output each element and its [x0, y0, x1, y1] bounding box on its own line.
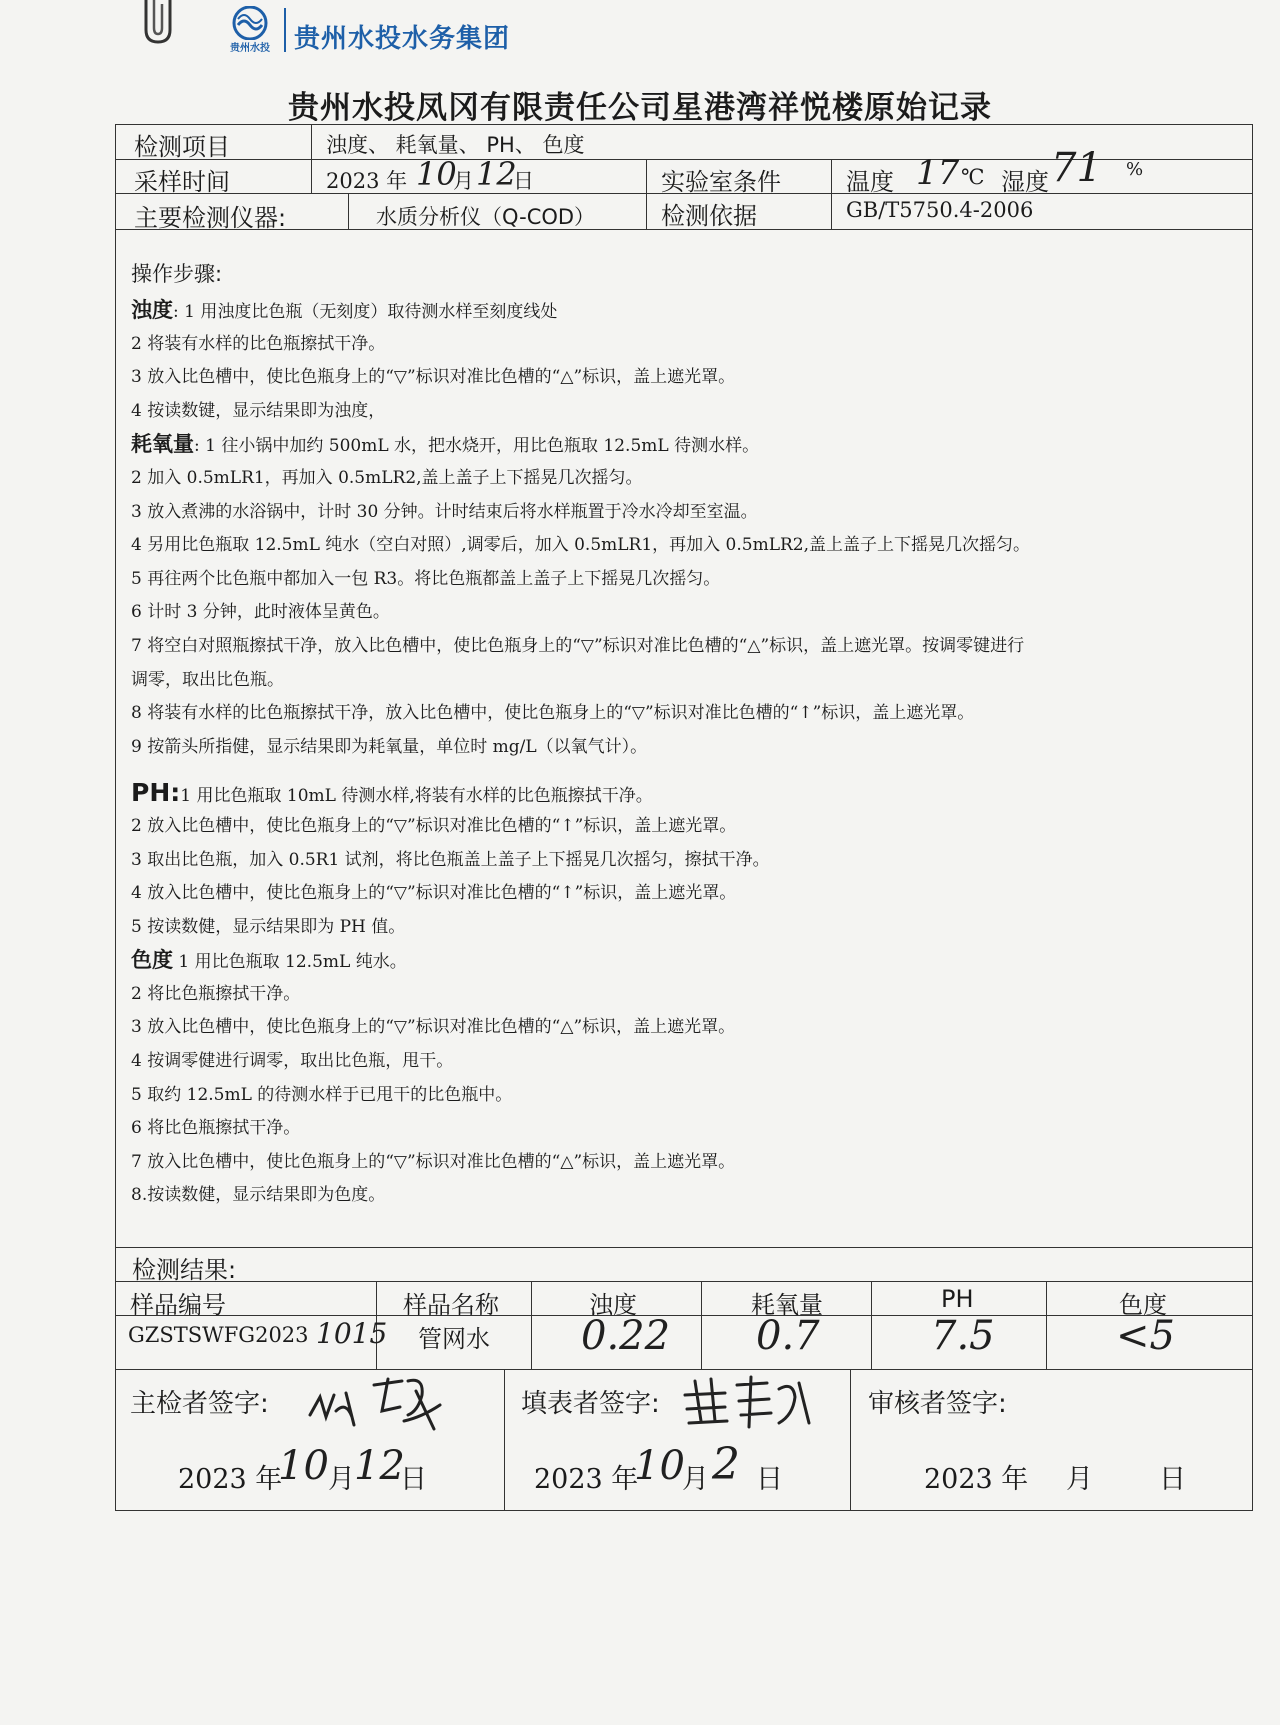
- header-sample-id: 样品编号: [130, 1291, 226, 1319]
- step-text: 6 将比色瓶擦拭干净。: [131, 1118, 301, 1139]
- step-text: 3 放入比色槽中，使比色瓶身上的“▽”标识对准比色槽的“△”标识，盖上遮光罩。: [131, 1017, 736, 1038]
- step-text: 2 将装有水样的比色瓶擦拭干净。: [131, 333, 386, 354]
- record-form: [115, 124, 1253, 1511]
- humidity-unit: %: [1126, 159, 1144, 180]
- step-text: 4 放入比色槽中，使比色瓶身上的“▽”标识对准比色槽的“↑”标识，盖上遮光罩。: [131, 883, 737, 904]
- step-text: 1 往小锅中加约 500mL 水，把水烧开，用比色瓶取 12.5mL 待测水样。: [205, 436, 760, 457]
- filler-signature-label: 填表者签字:: [521, 1389, 660, 1419]
- step-text: 1 用比色瓶取 12.5mL 纯水。: [178, 952, 407, 973]
- reviewer-signature-label: 审核者签字:: [868, 1389, 1007, 1419]
- step-text: 9 按箭头所指健，显示结果即为耗氧量，单位时 mg/L（以氧气计）。: [131, 736, 648, 757]
- section-heading: PH:: [131, 778, 181, 808]
- divider: [531, 1281, 532, 1369]
- step-text: 1 用浊度比色瓶（无刻度）取待测水样至刻度线处: [184, 302, 558, 322]
- inspector-signature: [304, 1371, 454, 1435]
- divider: [1046, 1281, 1047, 1369]
- sample-day-handwritten: 12: [476, 155, 517, 193]
- sample-month-unit: 月: [453, 169, 474, 193]
- step-text: 4 按调零健进行调零，取出比色瓶，甩干。: [131, 1051, 454, 1072]
- step-text: 1 用比色瓶取 10mL 待测水样,将装有水样的比色瓶擦拭干净。: [180, 786, 653, 807]
- basis-value: GB/T5750.4-2006: [846, 198, 1034, 222]
- step-text: 4 按读数键，显示结果即为浊度，: [131, 400, 386, 421]
- reviewer-date-day: 日: [1159, 1464, 1186, 1495]
- inspector-date-month: 10: [278, 1443, 329, 1489]
- paper-clip: [140, 0, 180, 46]
- reviewer-date-month: 月: [1066, 1464, 1093, 1495]
- sample-time-label: 采样时间: [134, 168, 230, 196]
- header-sample-name: 样品名称: [403, 1291, 499, 1319]
- filler-date-month: 10: [634, 1443, 685, 1489]
- basis-label: 检测依据: [661, 202, 757, 230]
- filler-date-day-unit: 日: [756, 1464, 783, 1495]
- results-title: 检测结果:: [132, 1256, 237, 1284]
- step-text: 2 放入比色槽中，使比色瓶身上的“▽”标识对准比色槽的“↑”标识，盖上遮光罩。: [131, 815, 737, 836]
- divider: [850, 1369, 851, 1511]
- inspector-date-year: 2023 年: [178, 1464, 283, 1495]
- humidity-label: 湿度: [1001, 168, 1049, 196]
- water-logo-icon: [231, 6, 269, 40]
- divider: [311, 125, 312, 193]
- divider: [116, 1369, 1252, 1370]
- header-ph: PH: [941, 1285, 974, 1313]
- header-oxygen: 耗氧量: [751, 1291, 823, 1319]
- section-oxygen: 耗氧量: 1 往小锅中加约 500mL 水，把水烧开，用比色瓶取 12.5mL 待测水样。 2 加入 0.5mLR1，再加入 0.5mLR2,盖上盖子上下摇晃几次摇匀。 3 放入煮沸的水浴锅中，计时 30 分钟。计时结束后将水样瓶置于冷水冷却至室温。 4 另用比色瓶取 12.5mL 纯水（空白对照）,调零后，加入 0.5mLR1，再加入 0.5mLR2,盖上盖子上下摇晃几次摇匀。 5 再往两个比色瓶中都加入一包 R3。将比色瓶都盖上盖子上下摇晃几次摇匀。 6 计时 3 分钟，此时液体呈黄色。 7 将空白对照瓶擦拭干净，放入比色槽中，使比色瓶身上的“▽”标识对准比色槽的“△”标识，盖上遮光罩。按调零键进行 调零，取出比色瓶。 8 将装有水样的比色瓶擦拭干净，放入比色槽中，使比色瓶身上的“▽”标识对准比色槽的“↑”标识，盖上遮光罩。 9 按箭头所指健，显示结果即为耗氧量，单位时 mg/L（以氧气计）。: [131, 428, 1241, 764]
- sample-id-printed: GZSTSWFG2023: [128, 1323, 309, 1347]
- step-text: 3 取出比色瓶，加入 0.5R1 试剂，将比色瓶盖上盖子上下摇晃几次摇匀，擦拭干净。: [131, 849, 770, 870]
- instrument-value: 水质分析仪（Q-COD）: [376, 205, 596, 229]
- step-text: 2 将比色瓶擦拭干净。: [131, 983, 301, 1004]
- step-text: 5 按读数健，显示结果即为 PH 值。: [131, 916, 406, 937]
- humidity-handwritten: 71: [1051, 145, 1102, 191]
- logo-divider: [284, 8, 286, 52]
- header-color: 色度: [1119, 1291, 1167, 1319]
- items-label: 检测项目: [134, 133, 230, 161]
- procedure-steps: [131, 258, 1241, 1213]
- divider: [871, 1281, 872, 1369]
- section-turbidity: 浊度: 1 用浊度比色瓶（无刻度）取待测水样至刻度线处 2 将装有水样的比色瓶擦拭干净。 3 放入比色槽中，使比色瓶身上的“▽”标识对准比色槽的“△”标识，盖上遮光罩。 4 按读数键，显示结果即为浊度，: [131, 294, 1241, 428]
- sample-month-handwritten: 10: [416, 155, 457, 193]
- temperature-handwritten: 17: [916, 153, 960, 193]
- inspector-signature-label: 主检者签字:: [130, 1389, 269, 1419]
- step-text: 8 将装有水样的比色瓶擦拭干净，放入比色槽中，使比色瓶身上的“▽”标识对准比色槽的“↑”标识，盖上遮光罩。: [131, 703, 975, 724]
- divider: [116, 1247, 1252, 1248]
- step-text: 3 放入煮沸的水浴锅中，计时 30 分钟。计时结束后将水样瓶置于冷水冷却至室温。: [131, 501, 758, 522]
- sample-id-handwritten: 1015: [316, 1317, 388, 1350]
- section-ph: [131, 776, 1241, 944]
- filler-date-year: 2023 年: [534, 1464, 639, 1495]
- reviewer-date-year: 2023 年: [924, 1464, 1029, 1495]
- divider: [504, 1369, 505, 1511]
- step-text: 4 另用比色瓶取 12.5mL 纯水（空白对照）,调零后，加入 0.5mLR1，再加入 0.5mLR2,盖上盖子上下摇晃几次摇匀。: [131, 535, 1031, 556]
- divider: [116, 1315, 1252, 1316]
- steps-title: 操作步骤:: [131, 262, 223, 286]
- ph-value: 7.5: [931, 1313, 995, 1359]
- divider: [646, 159, 647, 229]
- header-turbidity: 浊度: [589, 1291, 637, 1319]
- brand-logo: [222, 6, 510, 58]
- step-text: 5 再往两个比色瓶中都加入一包 R3。将比色瓶都盖上盖子上下摇晃几次摇匀。: [131, 568, 721, 589]
- inspector-date-month-unit: 月: [328, 1464, 355, 1495]
- divider: [831, 159, 832, 229]
- logo-caption: 贵州水投: [230, 43, 270, 54]
- section-heading: 色度: [131, 948, 173, 973]
- step-text: 调零，取出比色瓶。: [131, 669, 284, 690]
- page-title: 贵州水投凤冈有限责任公司星港湾祥悦楼原始记录: [288, 90, 992, 126]
- step-text: 7 放入比色槽中，使比色瓶身上的“▽”标识对准比色槽的“△”标识，盖上遮光罩。: [131, 1151, 736, 1172]
- items-value: 浊度、 耗氧量、 PH、 色度: [326, 133, 585, 157]
- color-value: <5: [1116, 1313, 1175, 1359]
- temperature-unit: ℃: [961, 165, 985, 189]
- sample-name-value: 管网水: [418, 1325, 490, 1353]
- step-text: 3 放入比色槽中，使比色瓶身上的“▽”标识对准比色槽的“△”标识，盖上遮光罩。: [131, 367, 736, 388]
- section-heading: 浊度: [131, 298, 173, 322]
- divider: [701, 1281, 702, 1369]
- divider: [348, 193, 349, 229]
- step-text: 2 加入 0.5mLR1，再加入 0.5mLR2,盖上盖子上下摇晃几次摇匀。: [131, 467, 643, 488]
- filler-date-day: 2: [712, 1439, 740, 1490]
- section-color: [131, 944, 1241, 1213]
- turbidity-value: 0.22: [581, 1313, 671, 1359]
- sample-year: 2023 年: [326, 169, 408, 193]
- filler-date-month-unit: 月: [682, 1464, 709, 1495]
- lab-conditions-label: 实验室条件: [661, 168, 781, 196]
- instrument-label: 主要检测仪器:: [134, 204, 287, 232]
- inspector-date-day: 12: [354, 1443, 405, 1489]
- filler-signature: [681, 1371, 831, 1435]
- temperature-label: 温度: [846, 168, 894, 196]
- step-text: 5 取约 12.5mL 的待测水样于已甩干的比色瓶中。: [131, 1084, 513, 1105]
- inspector-date-day-unit: 日: [400, 1464, 427, 1495]
- step-text: 8.按读数健，显示结果即为色度。: [131, 1185, 386, 1206]
- step-text: 6 计时 3 分钟，此时液体呈黄色。: [131, 602, 390, 623]
- divider: [116, 1281, 1252, 1282]
- brand-name: 贵州水投水务集团: [294, 24, 511, 54]
- section-heading: 耗氧量: [131, 432, 194, 457]
- step-text: 7 将空白对照瓶擦拭干净，放入比色槽中，使比色瓶身上的“▽”标识对准比色槽的“△”标识，盖上遮光罩。按调零键进行: [131, 635, 1025, 656]
- oxygen-value: 0.7: [756, 1313, 820, 1359]
- sample-day-unit: 日: [513, 169, 534, 193]
